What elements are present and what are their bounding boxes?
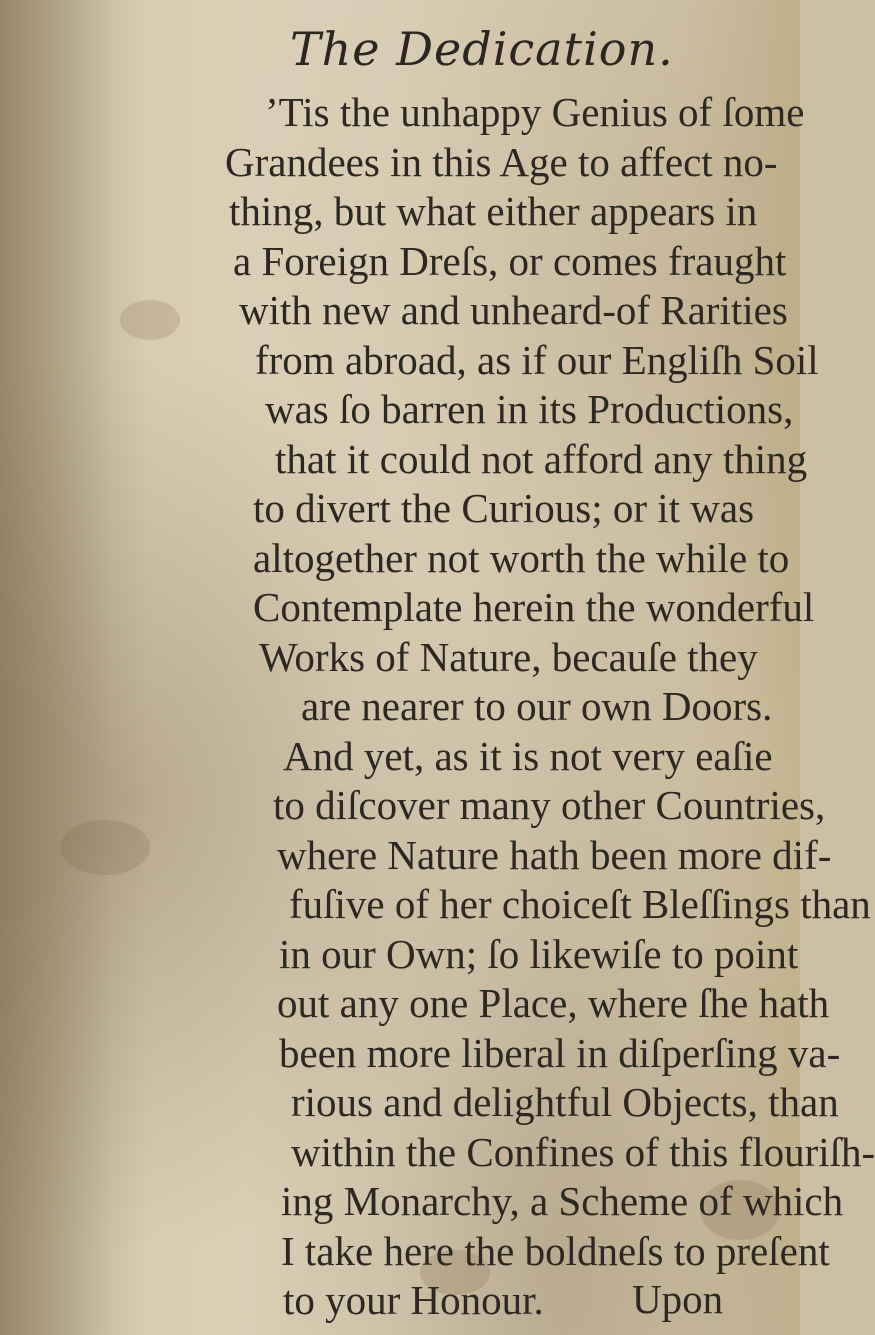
text-line: was ſo barren in its Productions, bbox=[265, 386, 794, 432]
text-line: within the Confines of this flouriſh- bbox=[291, 1128, 875, 1175]
page-gutter-shadow bbox=[0, 0, 150, 1335]
text-line: I take here the boldneſs to preſent bbox=[281, 1227, 830, 1274]
foxing-stain bbox=[120, 300, 180, 340]
dedication-text bbox=[225, 88, 875, 1326]
text-line: thing, but what either appears in bbox=[229, 188, 758, 234]
text-line: with new and unheard-of Rarities bbox=[239, 287, 788, 333]
catchword: Upon bbox=[632, 1276, 724, 1322]
text-line: Contemplate herein the wonderful bbox=[253, 584, 815, 630]
text-line: ’Tis the unhappy Genius of ſome bbox=[265, 89, 805, 135]
text-line: Grandees in this Age to affect no- bbox=[225, 138, 778, 185]
text-line: altogether not worth the while to bbox=[253, 534, 790, 581]
text-line: Works of Nature, becauſe they bbox=[259, 633, 758, 680]
text-line: fuſive of her choiceſt Bleſſings than bbox=[289, 881, 871, 927]
text-line: are nearer to our own Doors. bbox=[301, 683, 773, 729]
text-line: in our Own; ſo likewiſe to point bbox=[279, 930, 799, 977]
foxing-stain bbox=[60, 820, 150, 875]
text-line: where Nature hath been more dif- bbox=[277, 831, 832, 878]
text-line: out any one Place, where ſhe hath bbox=[277, 980, 830, 1026]
text-line: rious and delightful Objects, than bbox=[291, 1079, 839, 1125]
text-line: to diſcover many other Countries, bbox=[273, 782, 826, 828]
text-line: to divert the Curious; or it was bbox=[253, 485, 755, 531]
text-line: been more liberal in diſperſing va- bbox=[279, 1029, 841, 1076]
text-line: ing Monarchy, a Scheme of which bbox=[281, 1178, 844, 1224]
text-line: from abroad, as if our Engliſh Soil bbox=[255, 336, 819, 383]
running-head: The Dedication. bbox=[290, 22, 674, 76]
text-line: a Foreign Dreſs, or comes fraught bbox=[233, 237, 787, 284]
text-line: And yet, as it is not very eaſie bbox=[283, 732, 773, 779]
text-line: to your Honour. bbox=[283, 1277, 544, 1323]
text-line: that it could not afford any thing bbox=[275, 435, 808, 482]
